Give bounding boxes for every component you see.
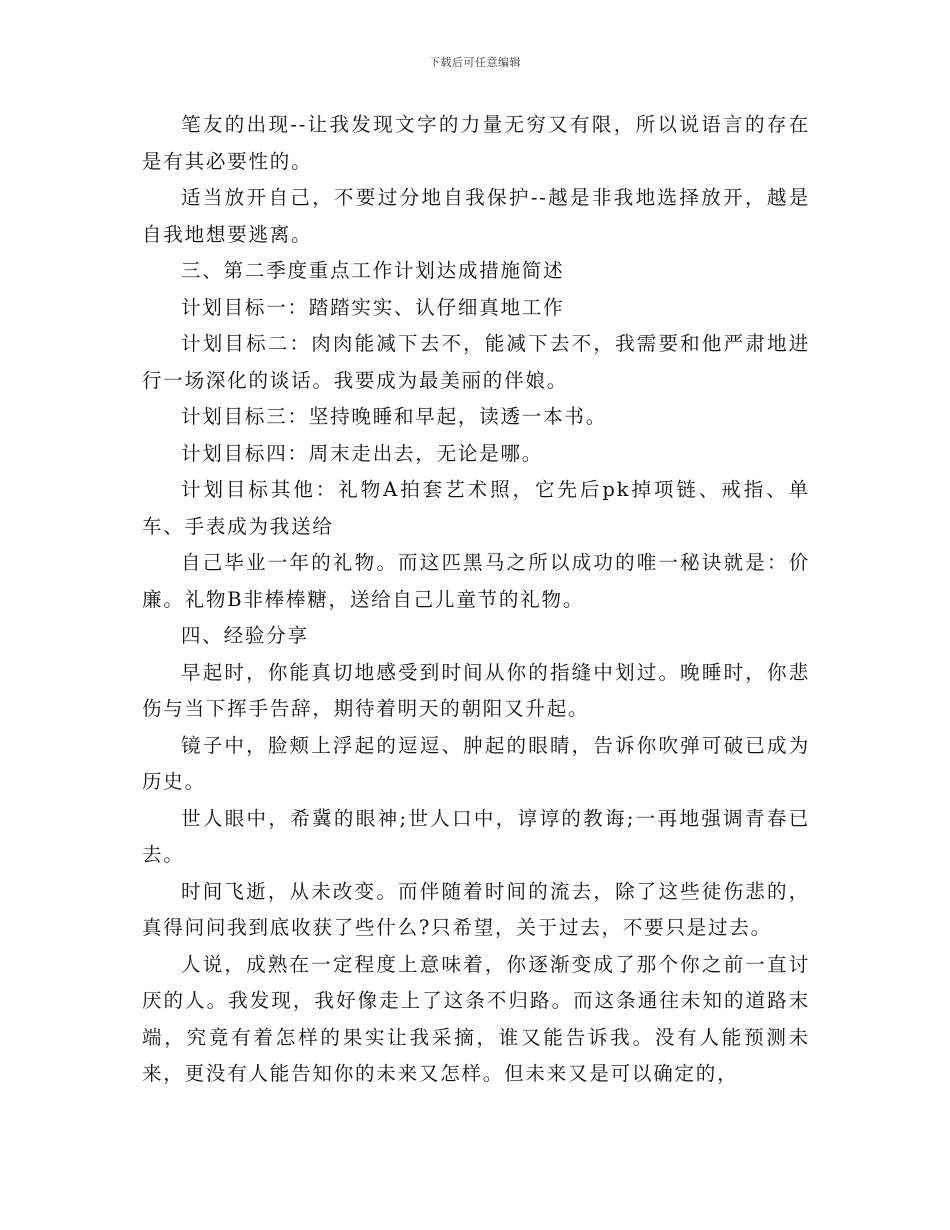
paragraph-gift-graduation: 自己毕业一年的礼物。而这匹黑马之所以成功的唯一秘诀就是：价廉。礼物B非棒棒糖，送给自己儿童节的礼物。 [142, 551, 810, 611]
paragraph-goal-two: 计划目标二：肉肉能减下去不，能减下去不，我需要和他严肃地进行一场深化的谈话。我要成为最美丽的伴娘。 [142, 332, 810, 392]
paragraph-maturity: 人说，成熟在一定程度上意味着，你逐渐变成了那个你之前一直讨厌的人。我发现，我好像走上了这条不归路。而这条通往未知的道路末端，究竟有着怎样的果实让我采摘，谁又能告诉我。没有人能预测未来，更没有人能告知你的未来又怎样。但未来又是可以确定的， [142, 952, 810, 1085]
paragraph-time-flies: 时间飞逝，从未改变。而伴随着时间的流去，除了这些徒伤悲的，真得问问我到底收获了些什么?只希望，关于过去，不要只是过去。 [142, 879, 810, 939]
paragraph-let-go: 适当放开自己，不要过分地自我保护--越是非我地选择放开，越是自我地想要逃离。 [142, 186, 810, 246]
paragraph-penpal: 笔友的出现--让我发现文字的力量无穷又有限，所以说语言的存在是有其必要性的。 [142, 113, 810, 173]
paragraph-goal-four: 计划目标四：周末走出去，无论是哪。 [181, 441, 544, 465]
paragraph-world-eyes: 世人眼中，希冀的眼神;世人口中，谆谆的教诲;一再地强调青春已去。 [142, 806, 810, 866]
paragraph-early-rising: 早起时，你能真切地感受到时间从你的指缝中划过。晚睡时，你悲伤与当下挥手告辞，期待着明天的朝阳又升起。 [142, 660, 810, 720]
paragraph-goal-one: 计划目标一：踏踏实实、认仔细真地工作 [181, 295, 565, 319]
page-header-note: 下载后可任意编辑 [429, 56, 521, 69]
section-heading-experience: 四、经验分享 [181, 624, 309, 647]
paragraph-mirror: 镜子中，脸颊上浮起的逗逗、肿起的眼睛，告诉你吹弹可破已成为历史。 [142, 733, 810, 793]
document-body [142, 107, 810, 1093]
section-heading-q2-plan: 三、第二季度重点工作计划达成措施简述 [181, 259, 565, 282]
paragraph-goal-three: 计划目标三：坚持晚睡和早起，读透一本书。 [181, 405, 608, 428]
paragraph-goal-other: 计划目标其他：礼物A拍套艺术照，它先后pk掉项链、戒指、单车、手表成为我送给 [142, 478, 810, 538]
